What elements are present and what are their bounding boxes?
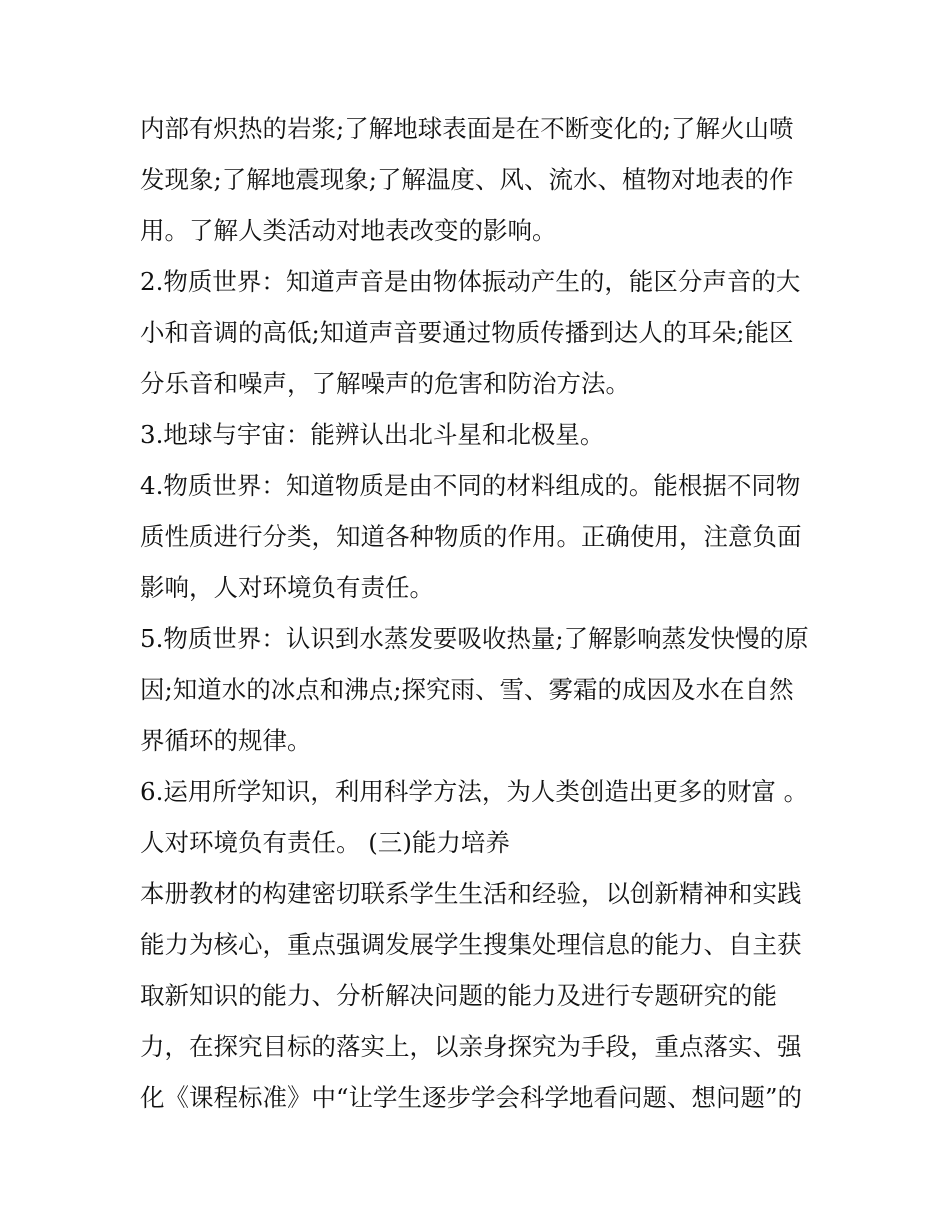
text-line: 化《课程标准》中“让学生逐步学会科学地看问题、想问题”的 <box>140 1083 803 1112</box>
text-line: 内部有炽热的岩浆;了解地球表面是在不断变化的;了解火山喷 <box>140 114 794 143</box>
text-line: 2.物质世界：知道声音是由物体振动产生的，能区分声音的大 <box>140 267 801 296</box>
text-line: 本册教材的构建密切联系学生生活和经验，以创新精神和实践 <box>140 879 802 908</box>
text-line: 力，在探究目标的落实上，以亲身探究为手段，重点落实、强 <box>140 1032 802 1061</box>
text-line: 5.物质世界：认识到水蒸发要吸收热量;了解影响蒸发快慢的原 <box>140 624 809 653</box>
text-line: 影响，人对环境负有责任。 <box>140 573 434 602</box>
text-line: 能力为核心，重点强调发展学生搜集处理信息的能力、自主获 <box>140 930 802 959</box>
text-line: 因;知道水的冰点和沸点;探究雨、雪、雾霜的成因及水在自然 <box>140 675 794 704</box>
text-line: 取新知识的能力、分析解决问题的能力及进行专题研究的能 <box>140 981 777 1010</box>
text-line: 小和音调的高低;知道声音要通过物质传播到达人的耳朵;能区 <box>140 318 794 347</box>
text-line: 发现象;了解地震现象;了解温度、风、流水、植物对地表的作 <box>140 165 794 194</box>
text-line: 界循环的规律。 <box>140 726 312 755</box>
text-line: 6.运用所学知识，利用科学方法，为人类创造出更多的财富 。 <box>140 777 809 806</box>
text-line: 质性质进行分类，知道各种物质的作用。正确使用，注意负面 <box>140 522 802 551</box>
text-line: 分乐音和噪声，了解噪声的危害和防治方法。 <box>140 369 630 398</box>
text-line: 用。了解人类活动对地表改变的影响。 <box>140 216 557 245</box>
document-body <box>140 103 820 1123</box>
text-line: 3.地球与宇宙：能辨认出北斗星和北极星。 <box>140 420 605 449</box>
text-line: 4.物质世界：知道物质是由不同的材料组成的。能根据不同物 <box>140 471 801 500</box>
text-line: 人对环境负有责任。 (三)能力培养 <box>140 828 510 857</box>
